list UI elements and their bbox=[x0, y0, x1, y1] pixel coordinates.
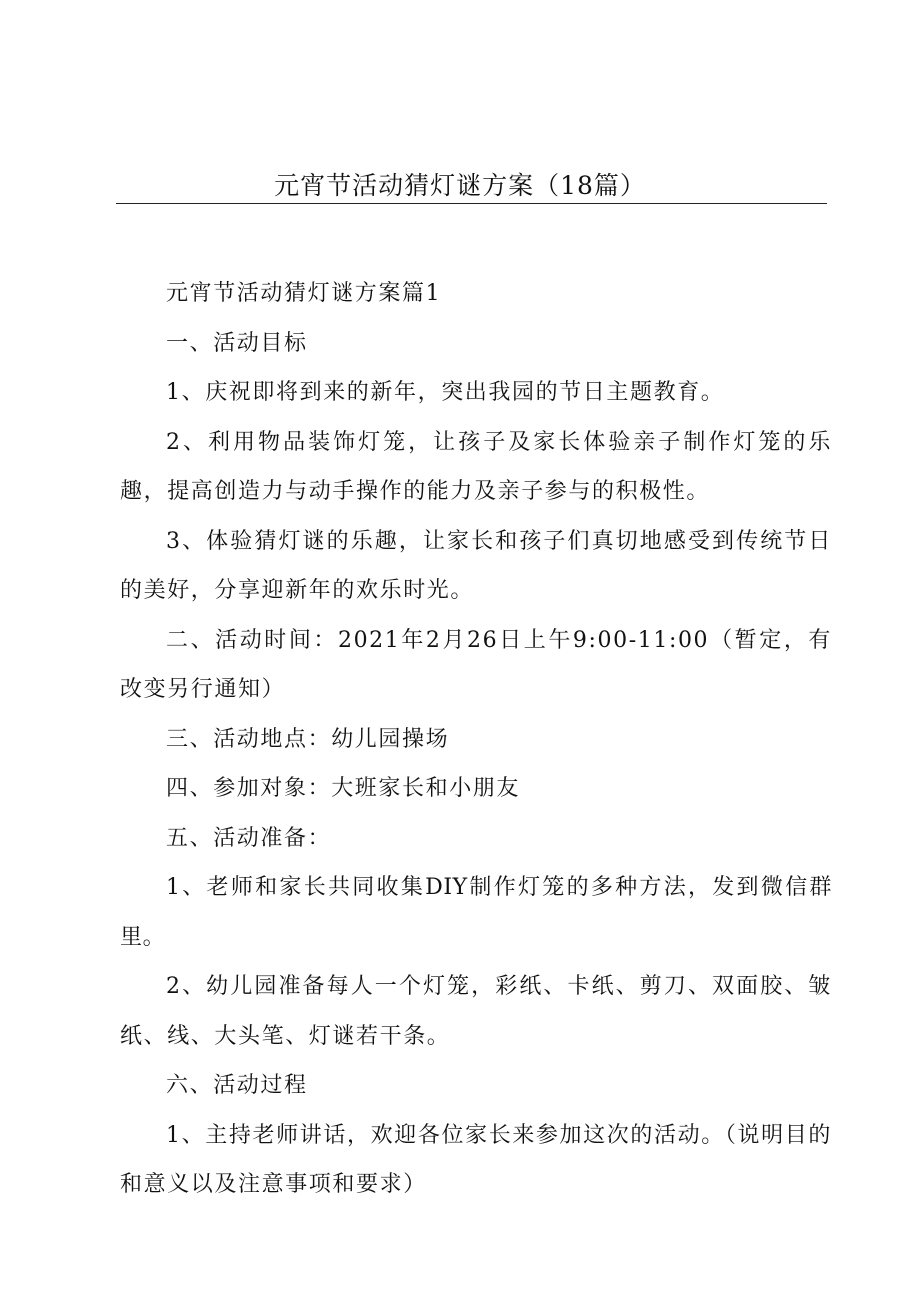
participants: 四、参加对象：大班家长和小朋友 bbox=[166, 776, 521, 801]
preparation-item-1: 1、老师和家长共同收集DIY制作灯笼的多种方法，发到微信群里。 bbox=[120, 875, 832, 950]
activity-location: 三、活动地点：幼儿园操场 bbox=[166, 726, 450, 752]
section-heading: 元宵节活动猜灯谜方案篇1 bbox=[166, 281, 442, 306]
heading-goals: 一、活动目标 bbox=[166, 330, 308, 356]
process-item-1: 1、主持老师讲话，欢迎各位家长来参加这次的活动。（说明目的和意义以及注意事项和要求） bbox=[120, 1122, 832, 1197]
heading-process: 六、活动过程 bbox=[166, 1073, 308, 1098]
goal-item-2: 2、利用物品装饰灯笼，让孩子及家长体验亲子制作灯笼的乐趣，提高创造力与动手操作的能力及亲子参与的积极性。 bbox=[120, 429, 832, 504]
activity-time: 二、活动时间：2021年2月26日上午9:00-11:00（暂定，有改变另行通知） bbox=[120, 627, 832, 702]
title-underline bbox=[116, 203, 827, 204]
preparation-item-2: 2、幼儿园准备每人一个灯笼，彩纸、卡纸、剪刀、双面胶、皱纸、线、大头笔、灯谜若干条。 bbox=[120, 974, 832, 1049]
heading-preparation: 五、活动准备： bbox=[166, 825, 332, 851]
goal-item-1: 1、庆祝即将到来的新年，突出我园的节日主题教育。 bbox=[166, 380, 725, 405]
goal-item-3: 3、体验猜灯谜的乐趣，让家长和孩子们真切地感受到传统节日的美好，分享迎新年的欢乐时光。 bbox=[120, 528, 832, 603]
document-body bbox=[120, 269, 832, 1210]
document-title: 元宵节活动猜灯谜方案（18篇） bbox=[274, 171, 646, 200]
